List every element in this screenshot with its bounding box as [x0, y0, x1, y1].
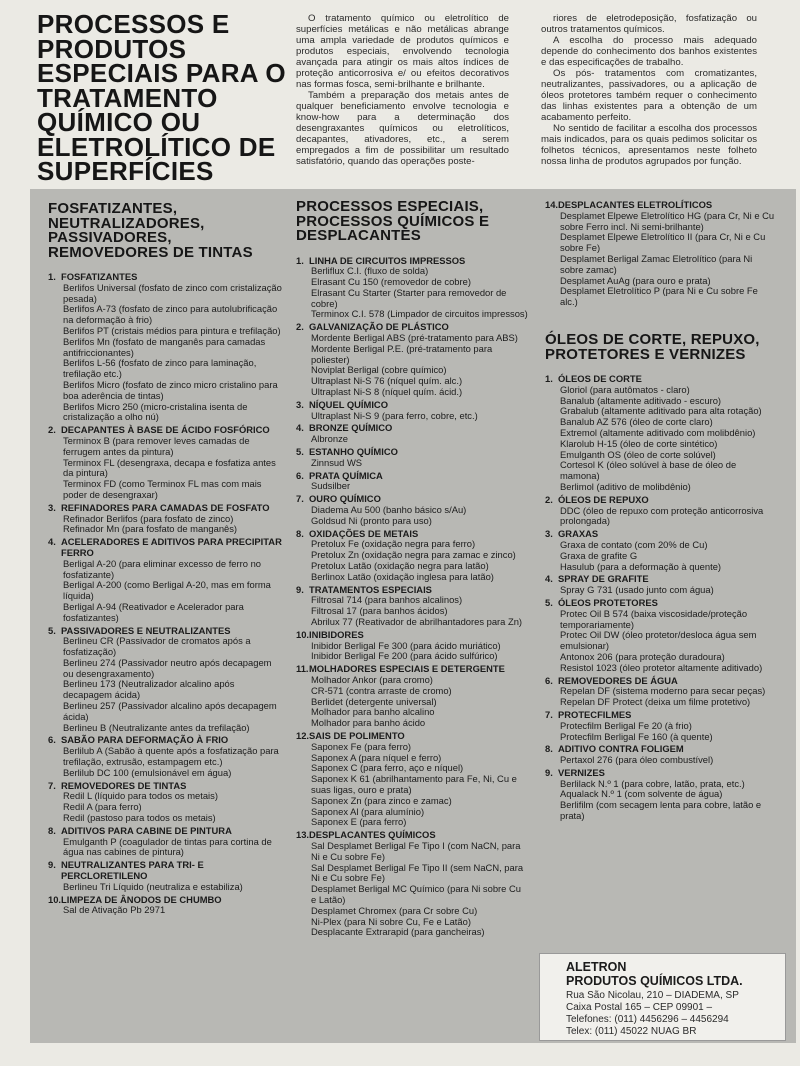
product-group — [545, 529, 777, 572]
product-item: Banalub AZ 576 (óleo de corte claro) — [560, 416, 713, 428]
company-telex: Telex: (011) 45022 NUAG BR — [566, 1026, 697, 1037]
intro-paragraph: A escolha do processo mais adequado depende do conhecimento dos banhos existentes e das especificações de trabalho. — [541, 35, 757, 68]
group-heading: ESTANHO QUÍMICO — [309, 446, 398, 458]
group-heading: INIBIDORES — [309, 628, 364, 640]
product-item: Berlineu Tri Líquido (neutraliza e estabiliza) — [63, 880, 243, 892]
group-heading: OURO QUÍMICO — [309, 493, 381, 505]
product-item: Aqualack N.º 1 (com solvente de água) — [560, 788, 723, 800]
product-item: Ultraplast Ni-S 8 (níquel quím. ácid.) — [311, 386, 463, 398]
product-group — [296, 630, 528, 662]
group-heading: REFINADORES PARA CAMADAS DE FOSFATO — [61, 501, 270, 513]
section-fosfatizantes — [48, 202, 283, 918]
group-heading: GALVANIZAÇÃO DE PLÁSTICO — [309, 321, 449, 333]
group-number: 3. — [48, 501, 56, 513]
product-item: Saponex K 61 (abrilhantamento para Fe, Ni, Cu e suas ligas, ouro e prata) — [311, 773, 517, 795]
group-heading: LIMPEZA DE ÂNODOS DE CHUMBO — [61, 893, 222, 905]
group-number: 1. — [545, 373, 553, 384]
group-heading: ÓLEOS PROTETORES — [558, 596, 658, 608]
product-item: Berlifos A-73 (fosfato de zinco para autolubrificação na deformação à frio) — [63, 303, 278, 326]
product-item: Redil L (líquido para todos os metais) — [63, 790, 218, 802]
product-item: Inibidor Berligal Fe 200 (para ácido sulfúrico) — [311, 650, 498, 662]
group-number: 9. — [48, 859, 56, 871]
group-heading: ACELERADORES E ADITIVOS PARA PRECIPITAR FERRO — [61, 536, 282, 558]
product-item: Berlilack N.º 1 (para cobre, latão, prata, etc.) — [560, 777, 745, 789]
product-item: Protecfilm Berligal Fe 20 (à frio) — [560, 719, 692, 731]
group-number: 13. — [296, 829, 310, 841]
product-group — [296, 423, 528, 445]
group-number: 10. — [296, 628, 310, 640]
group-number: 11. — [296, 663, 309, 675]
intro-paragraph: Também a preparação dos metais antes de qualquer beneficiamento envolve tecnologia e know-how para a determinação dos desengraxantes químicos ou eletrolíticos, decapantes, ativadores, etc., a serem empregados a fim de possibilitar um resultado satisfatório, quando das operações poste- — [296, 90, 509, 167]
product-item: Sudsilber — [311, 480, 351, 492]
product-item: Berlineu 274 (Passivador neutro após decapagem ou desengraxamento) — [63, 656, 272, 679]
section-oleos — [545, 333, 777, 824]
product-item: Resistol 1023 (óleo protetor altamente aditivado) — [560, 661, 763, 673]
product-group — [48, 425, 283, 501]
product-item: Mordente Berligal ABS (pré-tratamento para ABS) — [311, 332, 518, 344]
product-group — [545, 374, 777, 493]
page-title: PROCESSOS E PRODUTOS ESPECIAIS PARA O TRATAMENTO QUÍMICO OU ELETROLÍTICO DE SUPERFÍCIES — [37, 9, 286, 186]
product-item: Berligal A-200 (como Berligal A-20, mas em forma líquida) — [63, 579, 271, 602]
product-group — [48, 895, 283, 917]
product-group — [48, 626, 283, 734]
section-title: FOSFATIZANTES, NEUTRALIZADORES, PASSIVADORES, REMOVEDORES DE TINTAS — [48, 200, 253, 261]
group-number: 7. — [545, 708, 553, 720]
product-item: Desplamet AuAg (para ouro e prata) — [560, 274, 711, 286]
product-item: Redil A (para ferro) — [63, 801, 142, 813]
product-item: Berlifos Micro (fosfato de zinco micro cristalino para boa aderência de tintas) — [63, 378, 278, 401]
product-item: Sal de Ativação Pb 2971 — [63, 904, 166, 916]
section-desplacantes-eletroliticos — [545, 200, 775, 310]
product-item: Pretolux Fe (oxidação negra para ferro) — [311, 538, 476, 550]
product-group — [296, 731, 528, 828]
group-heading: PASSIVADORES E NEUTRALIZANTES — [61, 624, 231, 636]
product-item: Klarolub H-15 (óleo de corte sintético) — [560, 437, 718, 449]
product-item: Terminox C.I. 578 (Limpador de circuitos impressos) — [311, 308, 528, 320]
product-item: Abrilux 77 (Reativador de abrilhantadores para Zn) — [311, 616, 523, 627]
product-item: Saponex Fe (para ferro) — [311, 740, 412, 752]
company-phones: Telefones: (011) 4456296 – 4456294 — [566, 1014, 729, 1025]
group-heading: SPRAY DE GRAFITE — [558, 573, 649, 585]
product-group — [296, 471, 528, 493]
group-number: 12. — [296, 729, 310, 741]
product-item: Filtrosal 714 (para banhos alcalinos) — [311, 594, 463, 606]
product-group — [296, 664, 528, 729]
product-item: Saponex Al (para alumínio) — [311, 805, 425, 817]
product-item: Ni-Plex (para Ni sobre Cu, Fe e Latão) — [311, 915, 471, 927]
group-number: 6. — [296, 469, 304, 481]
product-item: Grabalub (altamente aditivado para alta rotação) — [560, 405, 762, 417]
intro-paragraph: Os pós- tratamentos com cromatizantes, neutralizantes, passivadores, ou a aplicação de óleos protetores também requer o conhecimento das linhas existentes para a obtenção de um acabamento perfeito. — [541, 68, 757, 123]
product-group — [296, 494, 528, 526]
group-number: 3. — [545, 528, 553, 540]
group-number: 2. — [296, 321, 304, 333]
product-item: Goldsud Ni (pronto para uso) — [311, 514, 432, 526]
intro-column-1 — [296, 13, 509, 167]
group-heading: NEUTRALIZANTES PARA TRI- E PERCLORETILENO — [61, 859, 204, 882]
group-number: 8. — [48, 824, 56, 836]
product-item: Terminox FL (desengraxa, decapa e fosfatiza antes da pintura) — [63, 456, 276, 479]
product-item: Desplamet Elpewe Eletrolítico II (para Cr, Ni e Cu sobre Fe) — [560, 231, 766, 254]
group-heading: BRONZE QUÍMICO — [309, 422, 393, 434]
product-item: Berlidet (detergente universal) — [311, 695, 437, 707]
product-item: Emulganth OS (óleo de corte solúvel) — [560, 448, 716, 460]
product-item: Berlifilm (com secagem lenta para cobre, latão e prata) — [560, 799, 762, 822]
intro-paragraph: riores de eletrodeposição, fosfatização ou outros tratamentos químicos. — [541, 13, 757, 35]
product-group — [296, 585, 528, 628]
group-heading: PRATA QUÍMICA — [309, 469, 383, 481]
product-item: Emulganth P (coagulador de tintas para cortina de água nas cabines de pintura) — [63, 835, 272, 858]
product-item: Saponex C (para ferro, aço e níquel) — [311, 762, 464, 774]
group-heading: REMOVEDORES DE TINTAS — [61, 779, 187, 791]
product-item: Albronze — [311, 433, 349, 445]
product-group — [545, 200, 775, 308]
product-item: CR-571 (contra arraste de cromo) — [311, 684, 452, 696]
product-item: Berlimol (aditivo de molibdênio) — [560, 480, 691, 492]
product-item: Graxa de grafite G — [560, 549, 638, 561]
product-group — [48, 860, 283, 892]
product-item: Pretolux Latão (oxidação negra para latão) — [311, 560, 489, 572]
product-item: Filtrosal 17 (para banhos ácidos) — [311, 605, 448, 617]
product-group — [545, 574, 777, 596]
product-item: Pertaxol 276 (para óleo combustível) — [560, 754, 714, 766]
intro-column-2 — [541, 13, 757, 167]
product-item: Mordente Berligal P.E. (pré-tratamento para poliester) — [311, 342, 493, 365]
group-number: 7. — [296, 493, 304, 505]
product-item: Elrasant Cu Starter (Starter para removedor de cobre) — [311, 286, 507, 309]
group-number: 10. — [48, 893, 62, 905]
product-item: Terminox B (para remover leves camadas de ferrugem antes da pintura) — [63, 434, 250, 457]
group-heading: MOLHADORES ESPECIAIS E DETERGENTE — [309, 663, 505, 675]
product-item: Diadema Au 500 (banho básico s/Au) — [311, 504, 467, 516]
group-heading: ÓLEOS DE REPUXO — [558, 493, 649, 505]
product-item: Banalub (altamente aditivado - escuro) — [560, 394, 722, 406]
group-number: 1. — [296, 254, 304, 266]
product-group — [296, 400, 528, 422]
group-number: 8. — [545, 743, 553, 755]
product-item: Cortesol K (óleo solúvel à base de óleo de mamona) — [560, 459, 737, 482]
product-item: Spray G 731 (usado junto com água) — [560, 584, 714, 596]
product-item: Elrasant Cu 150 (removedor de cobre) — [311, 276, 471, 288]
product-group — [545, 744, 777, 766]
product-item: Inibidor Berligal Fe 300 (para ácido muriático) — [311, 639, 501, 651]
product-item: Zinnsud WS — [311, 456, 363, 468]
product-item: Ultraplast Ni-S 9 (para ferro, cobre, etc.) — [311, 409, 478, 421]
product-item: Refinador Berlifos (para fosfato de zinco) — [63, 512, 234, 524]
product-group — [545, 676, 777, 708]
group-number: 3. — [296, 398, 304, 410]
product-item: Berlinox Latão (oxidação inglesa para latão) — [311, 570, 494, 582]
product-item: Berlifos Mn (fosfato de manganês para camadas antifriccionantes) — [63, 335, 266, 358]
product-group — [545, 710, 777, 742]
product-item: Desplamet Berligal MC Químico (para Ni sobre Cu e Latão) — [311, 883, 521, 905]
product-item: Desplamet Berligal Zamac Eletrolítico (para Ni sobre zamac) — [560, 252, 753, 275]
product-item: Saponex E (para ferro) — [311, 816, 407, 828]
group-heading: GRAXAS — [558, 528, 599, 540]
product-group — [545, 598, 777, 674]
group-heading: VERNIZES — [558, 766, 605, 778]
product-item: Berlineu 257 (Passivador alcalino após decapagem ácida) — [63, 700, 277, 722]
product-group — [48, 272, 283, 423]
product-item: Noviplat Berligal (cobre químico) — [311, 364, 447, 376]
product-item: Berligal A-94 (Reativador e Acelerador para fosfatizantes) — [63, 600, 244, 623]
product-item: Saponex Zn (para zinco e zamac) — [311, 794, 452, 806]
product-item: Molhador para banho alcalino — [311, 706, 435, 718]
company-address: Rua São Nicolau, 210 – DIADEMA, SP — [566, 990, 739, 1001]
product-item: Antonox 206 (para proteção duradoura) — [560, 650, 725, 662]
group-number: 4. — [296, 422, 304, 434]
group-heading: PROTECFILMES — [558, 708, 632, 720]
product-item: Sal Desplamet Berligal Fe Tipo II (sem NaCN, para Ni e Cu sobre Fe) — [311, 861, 524, 884]
product-item: Hasulub (para a deformação à quente) — [560, 560, 722, 572]
product-item: Berlifos PT (cristais médios para pintura e trefilação) — [63, 324, 281, 336]
product-item: Protecfilm Berligal Fe 160 (à quente) — [560, 730, 713, 742]
product-item: Refinador Mn (para fosfato de manganês) — [63, 523, 238, 535]
group-heading: REMOVEDORES DE ÁGUA — [558, 674, 678, 686]
product-item: Berlifos Micro 250 (micro-cristalina isenta de cristalização a olho nú) — [63, 400, 248, 423]
product-item: Berligal A-20 (para eliminar excesso de ferro no fosfatizante) — [63, 557, 262, 580]
product-item: Berlilub DC 100 (emulsionável em água) — [63, 766, 232, 778]
company-po-box: Caixa Postal 165 – CEP 09901 – — [566, 1002, 713, 1013]
product-item: Berliflux C.I. (fluxo de solda) — [311, 265, 429, 277]
product-group — [48, 503, 283, 535]
product-group — [296, 322, 528, 398]
product-item: Repelan DF (sistema moderno para secar peças) — [560, 685, 766, 697]
product-group — [296, 447, 528, 469]
section-title: PROCESSOS ESPECIAIS, PROCESSOS QUÍMICOS E DESPLACANTES — [296, 198, 490, 244]
product-item: Desplamet Chromex (para Cr sobre Cu) — [311, 904, 478, 916]
product-item: Berlilub A (Sabão à quente após a fosfatização para trefilação, extrusão, estampagem etc.) — [63, 745, 279, 768]
group-heading: OXIDAÇÕES DE METAIS — [309, 527, 419, 539]
product-item: Molhador para banho ácido — [311, 717, 426, 729]
group-number: 9. — [545, 766, 553, 778]
product-item: Repelan DF Protect (deixa um filme protetivo) — [560, 696, 751, 708]
product-item: Terminox FD (como Terminox FL mas com mais poder de desengraxar) — [63, 478, 262, 500]
group-heading: ADITIVO CONTRA FOLIGEM — [558, 743, 684, 755]
product-item: Graxa de contato (com 20% de Cu) — [560, 538, 708, 550]
group-number: 7. — [48, 779, 56, 791]
group-number: 5. — [545, 596, 553, 608]
group-number: 9. — [296, 583, 304, 595]
group-number: 4. — [48, 536, 56, 548]
product-item: Extremol (altamente aditivado com molibdênio) — [560, 426, 756, 438]
product-item: Desplamet Eletrolítico P (para Ni e Cu sobre Fe alc.) — [560, 285, 758, 308]
group-heading: DESPLACANTES ELETROLÍTICOS — [558, 199, 713, 210]
product-item: Berlineu B (Neutralizante antes da trefilação) — [63, 721, 250, 733]
product-item: Gloriol (para autômatos - claro) — [560, 383, 690, 395]
product-item: Berlineu CR (Passivador de cromatos após a fosfatização) — [63, 635, 251, 658]
product-item: Berlifos L-56 (fosfato de zinco para laminação, trefilação etc.) — [63, 357, 257, 380]
product-item: Redil (pastoso para todos os metais) — [63, 812, 216, 824]
group-heading: ADITIVOS PARA CABINE DE PINTURA — [61, 824, 232, 836]
product-group — [48, 537, 283, 623]
product-item: Ultraplast Ni-S 76 (níquel quím. alc.) — [311, 375, 463, 387]
group-heading: NÍQUEL QUÍMICO — [309, 398, 388, 410]
group-number: 1. — [48, 271, 56, 282]
product-item: Berlifos Universal (fosfato de zinco com cristalização pesada) — [63, 281, 282, 304]
group-number: 8. — [296, 527, 304, 539]
product-item: Sal Desplamet Berligal Fe Tipo I (com NaCN, para Ni e Cu sobre Fe) — [311, 839, 521, 862]
group-heading: ÓLEOS DE CORTE — [558, 373, 642, 384]
intro-paragraph: O tratamento químico ou eletrolítico de superfícies metálicas e não metálicas abrange uma ampla variedade de produtos químicos e produtos especiais, envolvendo tecnologia avançada para atingir os mais altos índices de proteção anticorrosiva e/ ou efeitos decorativos nas formas fosca, semi-brilhante e brilhante. — [296, 13, 509, 90]
product-item: Protec Oil B 574 (baixa viscosidade/proteção temporariamente) — [560, 607, 748, 630]
product-item: Berlineu 173 (Neutralizador alcalino após decapagem ácida) — [63, 678, 235, 701]
product-group — [48, 781, 283, 824]
group-number: 4. — [545, 573, 553, 585]
group-number: 2. — [48, 424, 56, 436]
product-group — [296, 529, 528, 583]
product-item: Pretolux Zn (oxidação negra para zamac e zinco) — [311, 549, 516, 561]
section-title: ÓLEOS DE CORTE, REPUXO, PROTETORES E VERNIZES — [545, 331, 760, 363]
product-group — [545, 495, 777, 527]
section-processos-especiais — [296, 200, 528, 940]
group-number: 6. — [48, 734, 56, 746]
group-heading: TRATAMENTOS ESPECIAIS — [309, 583, 432, 595]
group-number: 5. — [296, 446, 304, 458]
product-item: Desplacante Extrarapid (para gancheiras) — [311, 926, 485, 938]
product-group — [48, 826, 283, 858]
product-item: Protec Oil DW (óleo protetor/desloca água sem emulsionar) — [560, 629, 757, 652]
product-item: DDC (óleo de repuxo com proteção anticorrosiva prolongada) — [560, 504, 764, 527]
product-group — [296, 830, 528, 938]
product-item: Desplamet Elpewe Eletrolítico HG (para Cr, Ni e Cu sobre Ferro incl. Ni semi-brilhante) — [560, 209, 775, 232]
group-heading: LINHA DE CIRCUITOS IMPRESSOS — [309, 254, 466, 266]
group-heading: FOSFATIZANTES — [61, 271, 138, 282]
product-group — [296, 256, 528, 321]
group-heading: DESPLACANTES QUÍMICOS — [309, 829, 436, 841]
product-item: Molhador Ankor (para cromo) — [311, 673, 433, 685]
group-heading: SAIS DE POLIMENTO — [309, 729, 405, 741]
group-number: 5. — [48, 624, 56, 636]
group-number: 14. — [545, 199, 559, 210]
group-heading: DECAPANTES À BASE DE ÁCIDO FOSFÓRICO — [61, 424, 270, 436]
group-number: 6. — [545, 674, 553, 686]
product-group — [545, 768, 777, 822]
group-number: 2. — [545, 493, 553, 505]
company-subtitle: PRODUTOS QUÍMICOS LTDA. — [566, 974, 743, 988]
group-heading: SABÃO PARA DEFORMAÇÃO À FRIO — [61, 734, 229, 746]
company-name: ALETRON — [566, 960, 627, 974]
product-item: Saponex A (para níquel e ferro) — [311, 751, 442, 763]
product-group — [48, 735, 283, 778]
intro-paragraph: No sentido de facilitar a escolha dos processos mais indicados, para os quais pedimos solicitar os folhetos técnicos, apresentamos neste folheto nossa linha de produtos agrupados por função. — [541, 123, 757, 167]
